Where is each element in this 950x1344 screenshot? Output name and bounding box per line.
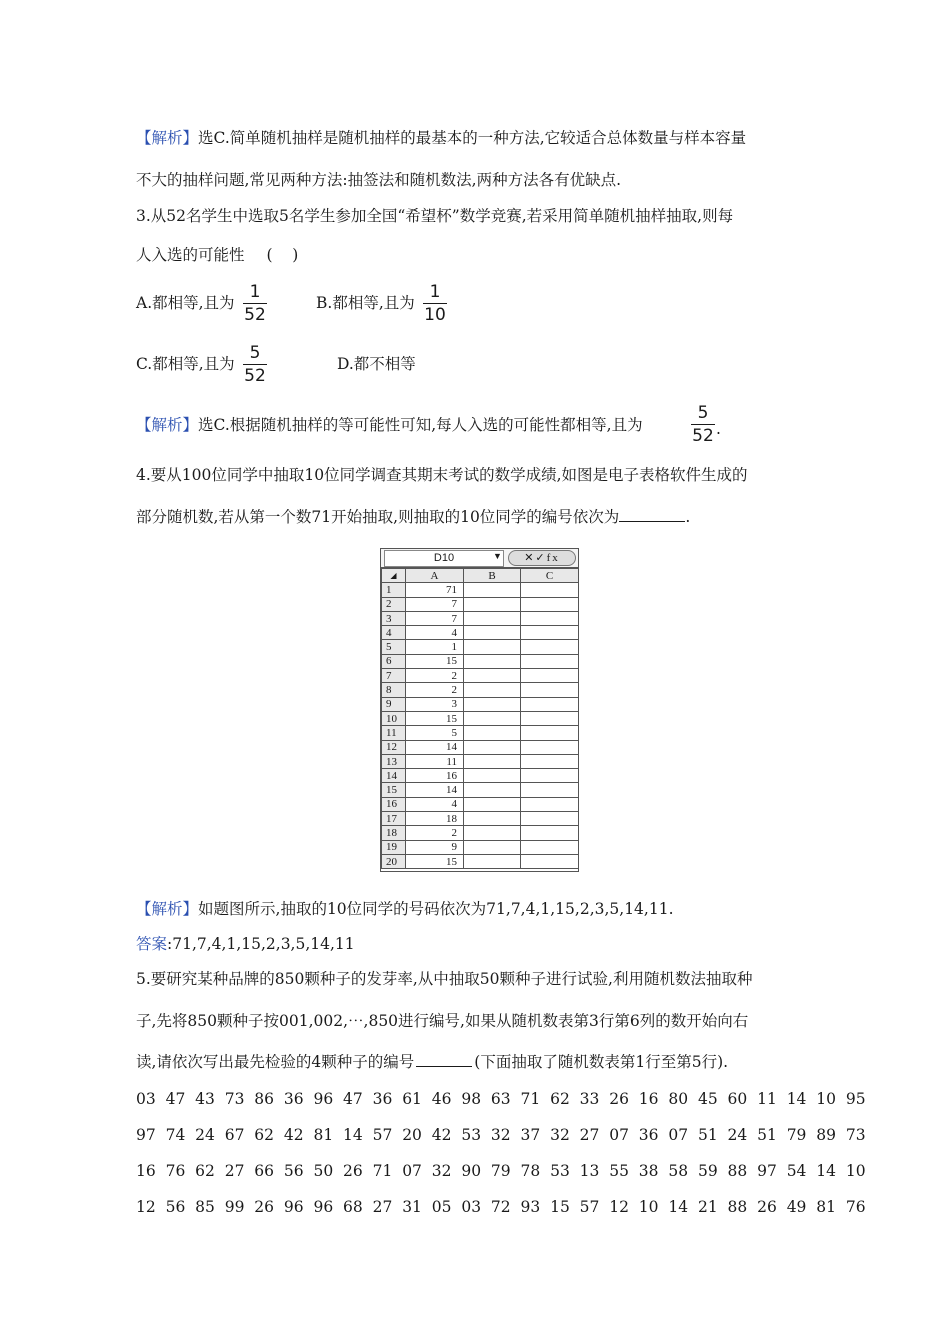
spreadsheet-figure (380, 548, 579, 872)
cell-value: 4 (406, 626, 464, 640)
cell-empty (521, 683, 579, 697)
period: . (685, 508, 691, 526)
row-number: 7 (382, 669, 406, 683)
answer-blank[interactable] (619, 507, 685, 522)
answer-text: :71,7,4,1,15,2,3,5,14,11 (167, 935, 355, 953)
column-header: B (464, 569, 521, 583)
cell-empty (464, 754, 521, 768)
row-number: 18 (382, 826, 406, 840)
row-number: 19 (382, 840, 406, 854)
column-header: A (406, 569, 464, 583)
cell-empty (521, 640, 579, 654)
analysis-tag: 【解析】 (136, 129, 199, 147)
cell-value: 3 (406, 697, 464, 711)
option-a-label: A.都相等,且为 (136, 294, 235, 312)
row-number: 20 (382, 854, 406, 868)
fraction-c (243, 343, 267, 386)
fraction-denominator: 52 (244, 305, 266, 325)
question-5-stem: 5.要研究某种品牌的850颗种子的发芽率,从中抽取50颗种子进行试验,利用随机数法抽取种 (136, 970, 753, 988)
row-number: 9 (382, 697, 406, 711)
answer-blank[interactable] (416, 1052, 472, 1067)
row-number: 3 (382, 611, 406, 625)
corner-cell: ◢ (382, 569, 406, 583)
analysis-line (136, 128, 746, 148)
cell-empty (521, 826, 579, 840)
analysis-text: 选C.根据随机抽样的等可能性可知,每人入选的可能性都相等,且为 (198, 416, 643, 434)
row-number: 1 (382, 583, 406, 597)
cell-empty (464, 840, 521, 854)
analysis-text: 如题图所示,抽取的10位同学的号码依次为71,7,4,1,15,2,3,5,14,11. (198, 900, 674, 918)
row-number: 14 (382, 769, 406, 783)
cell-value: 1 (406, 640, 464, 654)
option-b (316, 293, 415, 313)
sheet-row (382, 797, 579, 811)
cell-empty (521, 854, 579, 868)
question-5-text: (下面抽取了随机数表第1行至第5行). (474, 1053, 729, 1071)
cell-empty (464, 583, 521, 597)
cell-value: 2 (406, 826, 464, 840)
question-3-stem-2 (136, 245, 298, 265)
fraction-answer (691, 403, 715, 446)
cell-empty (521, 740, 579, 754)
row-number: 8 (382, 683, 406, 697)
question-5-text: 读,请依次写出最先检验的4颗种子的编号 (136, 1053, 415, 1071)
question-3-text: 人入选的可能性 (136, 246, 245, 264)
cell-empty (464, 611, 521, 625)
cell-value: 2 (406, 669, 464, 683)
dropdown-arrow-icon: ▼ (493, 551, 502, 561)
cell-empty (521, 669, 579, 683)
fraction-numerator: 5 (249, 343, 261, 363)
sheet-row (382, 726, 579, 740)
row-number: 5 (382, 640, 406, 654)
cell-empty (464, 711, 521, 725)
cell-empty (464, 597, 521, 611)
cell-value: 4 (406, 797, 464, 811)
answer-line (136, 934, 355, 954)
cell-value: 15 (406, 654, 464, 668)
row-number: 17 (382, 812, 406, 826)
sheet-row (382, 583, 579, 597)
sheet-row (382, 654, 579, 668)
cell-empty (464, 783, 521, 797)
cell-empty (521, 711, 579, 725)
cell-empty (521, 754, 579, 768)
sheet-row (382, 697, 579, 711)
cell-value: 9 (406, 840, 464, 854)
row-number: 16 (382, 797, 406, 811)
row-number: 13 (382, 754, 406, 768)
row-number: 11 (382, 726, 406, 740)
fraction-denominator: 52 (244, 366, 266, 386)
cell-empty (464, 726, 521, 740)
random-table-row: 12 56 85 99 26 96 96 68 27 31 05 03 72 93 15 57 12 10 14 21 88 26 49 81 76 (136, 1198, 866, 1216)
answer-paren: ( ) (266, 246, 299, 264)
answer-tag: 答案 (136, 935, 168, 953)
sheet-row (382, 783, 579, 797)
analysis-line (136, 415, 643, 435)
sheet-row (382, 669, 579, 683)
sheet-row (382, 769, 579, 783)
cell-value: 14 (406, 783, 464, 797)
cell-value: 2 (406, 683, 464, 697)
cell-empty (521, 840, 579, 854)
sheet-row (382, 754, 579, 768)
cell-empty (464, 626, 521, 640)
formula-buttons: ✕✓fx (508, 550, 576, 566)
cell-empty (464, 769, 521, 783)
cell-value: 15 (406, 854, 464, 868)
sheet-row (382, 826, 579, 840)
cell-value: 18 (406, 812, 464, 826)
sheet-row (382, 626, 579, 640)
question-3-stem: 3.从52名学生中选取5名学生参加全国“希望杯”数学竞赛,若采用简单随机抽样抽取,则每 (136, 207, 734, 225)
cell-value: 14 (406, 740, 464, 754)
cell-empty (464, 854, 521, 868)
cell-empty (464, 826, 521, 840)
random-table-row: 03 47 43 73 86 36 96 47 36 61 46 98 63 71 62 33 26 16 80 45 60 11 14 10 95 (136, 1090, 866, 1108)
cell-empty (521, 654, 579, 668)
analysis-line (136, 899, 674, 919)
sheet-row (382, 683, 579, 697)
sheet-row (382, 840, 579, 854)
row-number: 12 (382, 740, 406, 754)
cell-empty (521, 626, 579, 640)
cell-empty (464, 697, 521, 711)
question-5-stem-3 (136, 1052, 728, 1072)
fraction-denominator: 52 (692, 426, 714, 446)
cell-value: 15 (406, 711, 464, 725)
sheet-row (382, 597, 579, 611)
cell-empty (521, 611, 579, 625)
cell-empty (521, 783, 579, 797)
fraction-a (243, 282, 267, 325)
sheet-row (382, 711, 579, 725)
row-number: 4 (382, 626, 406, 640)
row-number: 10 (382, 711, 406, 725)
cell-empty (521, 812, 579, 826)
fraction-numerator: 1 (429, 282, 441, 302)
option-b-label: B.都相等,且为 (316, 294, 415, 312)
sheet-row (382, 640, 579, 654)
period: . (716, 420, 721, 438)
sheet-row (382, 854, 579, 868)
cell-empty (464, 797, 521, 811)
fraction-denominator: 10 (424, 305, 446, 325)
cell-empty (464, 683, 521, 697)
cell-empty (521, 597, 579, 611)
analysis-tag: 【解析】 (136, 416, 199, 434)
fraction-b (423, 282, 447, 325)
cell-value: 5 (406, 726, 464, 740)
option-c (136, 354, 235, 374)
option-a (136, 293, 235, 313)
cell-empty (521, 583, 579, 597)
cell-empty (464, 654, 521, 668)
formula-bar (381, 549, 578, 568)
cell-value: 7 (406, 597, 464, 611)
option-d: D.都不相等 (337, 355, 416, 373)
sheet-row (382, 611, 579, 625)
row-number: 15 (382, 783, 406, 797)
header-row (382, 569, 579, 583)
cell-empty (521, 726, 579, 740)
random-table-row: 16 76 62 27 66 56 50 26 71 07 32 90 79 78 53 13 55 38 58 59 88 97 54 14 10 (136, 1162, 866, 1180)
cell-empty (464, 669, 521, 683)
cell-value: 71 (406, 583, 464, 597)
sheet-row (382, 740, 579, 754)
question-4-stem: 4.要从100位同学中抽取10位同学调查其期末考试的数学成绩,如图是电子表格软件生成的 (136, 466, 748, 484)
column-header: C (521, 569, 579, 583)
sheet-row (382, 812, 579, 826)
analysis-text: 不大的抽样问题,常见两种方法:抽签法和随机数法,两种方法各有优缺点. (136, 171, 622, 189)
analysis-text: 选C.简单随机抽样是随机抽样的最基本的一种方法,它较适合总体数量与样本容量 (198, 129, 747, 147)
cell-empty (521, 697, 579, 711)
cell-empty (464, 740, 521, 754)
cell-empty (464, 640, 521, 654)
option-c-label: C.都相等,且为 (136, 355, 235, 373)
analysis-tag: 【解析】 (136, 900, 199, 918)
question-5-stem-2: 子,先将850颗种子按001,002,⋯,850进行编号,如果从随机数表第3行第6列的数开始向右 (136, 1012, 749, 1030)
cell-empty (521, 769, 579, 783)
name-box: D10 (384, 550, 504, 567)
cell-empty (521, 797, 579, 811)
cell-value: 16 (406, 769, 464, 783)
question-4-text: 部分随机数,若从第一个数71开始抽取,则抽取的10位同学的编号依次为 (136, 508, 620, 526)
random-table-row: 97 74 24 67 62 42 81 14 57 20 42 53 32 37 32 27 07 36 07 51 24 51 79 89 73 (136, 1126, 866, 1144)
row-number: 2 (382, 597, 406, 611)
fraction-numerator: 1 (249, 282, 261, 302)
cell-value: 11 (406, 754, 464, 768)
fraction-numerator: 5 (697, 403, 709, 423)
row-number: 6 (382, 654, 406, 668)
cell-value: 7 (406, 611, 464, 625)
question-4-stem-2 (136, 507, 690, 527)
cell-empty (464, 812, 521, 826)
spreadsheet-grid (381, 568, 579, 869)
